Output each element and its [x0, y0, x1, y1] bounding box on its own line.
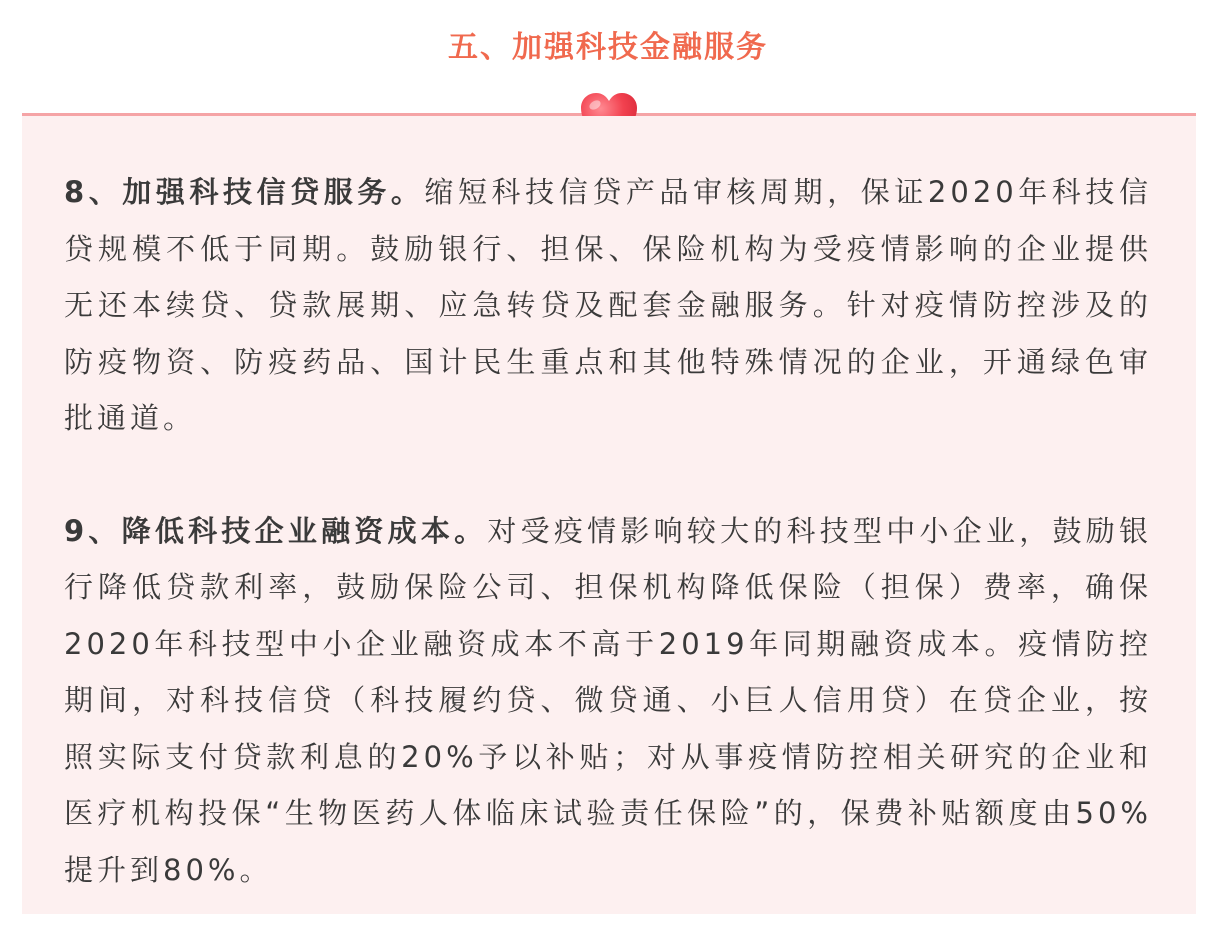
paragraph-item-8 — [64, 164, 1152, 447]
paragraph-item-9 — [64, 503, 1152, 899]
paragraph-lead: 9、降低科技企业融资成本。 — [64, 513, 488, 548]
section-title: 五、加强科技金融服务 — [448, 30, 768, 65]
paragraph-body: 对受疫情影响较大的科技型中小企业，鼓励银行降低贷款利率，鼓励保险公司、担保机构降低保险（担保）费率，确保2020年科技型中小企业融资成本不高于2019年同期融资成本。疫情防控期间，对科技信贷（科技履约贷、微贷通、小巨人信用贷）在贷企业，按照实际支付贷款利息的20%予以补贴；对从事疫情防控相关研究的企业和医疗机构投保“生物医药人体临床试验责任保险”的，保费补贴额度由50%提升到80%。 — [64, 513, 1152, 887]
content-box — [22, 116, 1196, 914]
paragraph-lead: 8、加强科技信贷服务。 — [64, 175, 425, 209]
paragraph-body: 缩短科技信贷产品审核周期，保证2020年科技信贷规模不低于同期。鼓励银行、担保、保险机构为受疫情影响的企业提供无还本续贷、贷款展期、应急转贷及配套金融服务。针对疫情防控涉及的防疫物资、防疫药品、国计民生重点和其他特殊情况的企业，开通绿色审批通道。 — [64, 175, 1152, 435]
